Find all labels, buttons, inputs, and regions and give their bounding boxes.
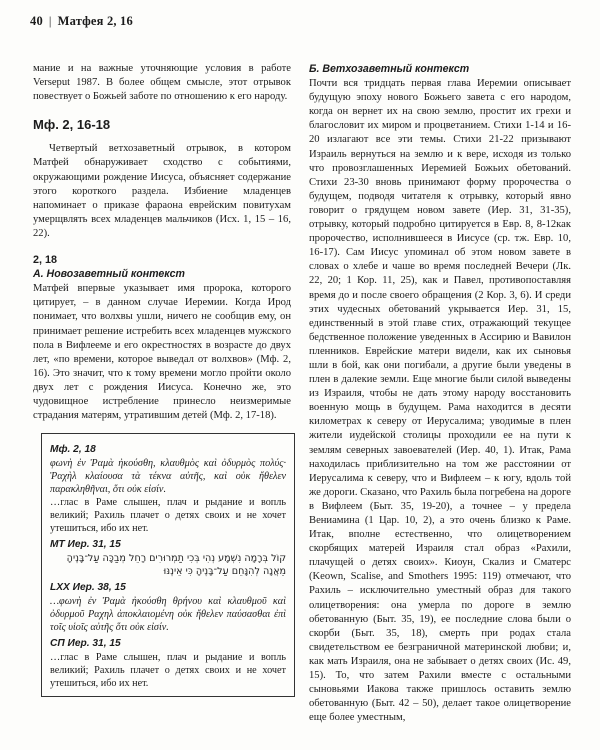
sp-translation: …глас в Раме слышен, плач и рыдание и вопль великий; Рахиль плачет о детях своих и не хочет утешиться, ибо их нет. xyxy=(50,652,286,690)
hebrew-label: МТ Иер. 31, 15 xyxy=(50,539,121,551)
lxx-greek-text: …φωνὴ ἐν Ῥαμὰ ἠκούσθη θρήνου καὶ κλαυθμοῦ καὶ ὀδυρμοῦ Ραχηλ ἀποκλαιομένη οὐκ ἤθελεν παύσασθαι ἐπὶ τοῖς υἱοῖς αὐτῆς ὅτι οὐκ εἰσίν. xyxy=(50,596,286,634)
hebrew-text: קוֹל בְּרָמָה נִשְׁמָע נְהִי בְּכִי תַמְרוּרִים רָחֵל מְבַכָּה עַל־בָּנֶיהָ מֵאֲנָה לְהִנָּחֵם עַל־בָּנֶיהָ כִּי אֵינֶנּוּ xyxy=(66,553,286,578)
section-intro-paragraph: Четвертый ветхозаветный отрывок, в котором Матфей обнаруживает сходство с событиями, окружающими рождение Иисуса, объясняет содержание этого короткого раздела. Избиение младенцев напоминает о приказе фараона еврейским повитухам умерщвлять всех младенцев мальчиков (Исх. 1, 15 – 16, 22). xyxy=(33,143,291,239)
ot-context-subheading: Б. Ветхозаветный контекст xyxy=(309,63,470,75)
ot-context-paragraph: Почти вся тридцать первая глава Иеремии описывает будущую эпоху нового Божьего завета с его народом, когда он вернет их на свою землю, простит их грехи и благословит их миром и процветанием. Стихи 1-14 и 16-20 излагают все эти темы. Стихи 21-22 призывают Израиль вернуться на землю и к вере, исходя из только что провозглашенных Иеремией Божьих обетований. Стихи 23-30 вновь принимают форму пророчества о будущем, подводя читателя к отрывку, который явно говорит о грядущем новом завете (Иер. 31, 31-35), отрывку, который подробно цитируется в Евр. 8, 8-12как пророчество, исполнившееся в Иисусе (ср. тж. Евр. 10, 16-17). Сам Иисус упоминал об этом новом завете в словах о хлебе и чаше во время последней Вечери (Лк. 22, 20; 1 Кор. 11, 25), как и Павел, противопоставляя время до и после своего обращения (2 Кор. 3, 6). И среди этих чудесных обетований укрывается Иер. 31, 15, единственный в этой главе стих, отражающий текущее бедственное положение уведенных в Ассирию и Вавилон пленников. Еврейские матери видели, как их сыновья шли в бой, как они погибали, а другие были уведены в плен в далекие земли. Еще многие были силой выведены из Израиля, чтобы не дать этому народу восстановить военную мощь в будущем. Рама находится в десяти километрах к северу от Иерусалима; уводимые в плен жители иудейской столицы проходили ее на пути к землям северных завоевателей (Иер. 40, 1). Итак, Рама находилась приблизительно на том же расстоянии от Иерусалима к северу, что и Вифлеем – к югу, вдоль той же дороги. Сказано, что Рахиль была погребена на дороге в Вифлеем (Быт. 35, 19-20), а точнее – у предела Вениамина (1 Цар. 10, 2), а это очень близко к Раме. Итак, вполне естественно, что олицетворением скорбящих матерей Израиля стал образ «Рахили, плачущей о детях своих». Киоун, Скализ и Сматерс (Keown, Scalise, and Smothers 1995: 119) отмечают, что Рахиль – исключительно уместный образ для такого олицетворения: она умерла по дороге в землю обетованную (Быт. 35, 19), ее последние слова были о скорби (Быт. 35, 18), смерть при родах стала свидетельством ее безграничной материнской любви; и, как мать Израиля, она не забывает о детях своих (Ис. 49, 15). То, что затем Рахили вместе с остальными сыновьями Иакова также пришлось оставить землю обетованную (Быт. 42 – 50), делает такое олицетворение еще более уместным, xyxy=(309,78,571,724)
header-separator: | xyxy=(48,14,52,28)
mt-greek-text: φωνὴ ἐν Ῥαμὰ ἠκούσθη, κλαυθμὸς καὶ ὀδυρμὸς πολύς· Ῥαχὴλ κλαίουσα τὰ τέκνα αὐτῆς, καὶ οὐκ ἤθελεν παρακληθῆναι, ὅτι οὐκ εἰσίν. xyxy=(50,458,286,496)
mt-translation: …глас в Раме слышен, плач и рыдание и вопль великий; Рахиль плачет о детях своих и не хочет утешиться, ибо их нет. xyxy=(50,497,286,535)
verse-reference: 2, 18 xyxy=(33,254,58,267)
quotation-box xyxy=(41,433,295,697)
sp-label: СП Иер. 31, 15 xyxy=(50,638,121,650)
running-title: Матфея 2, 16 xyxy=(57,14,133,28)
left-column xyxy=(33,62,291,697)
page-header xyxy=(30,14,133,29)
nt-context-paragraph: Матфей впервые указывает имя пророка, которого цитирует, – в данном случае Иеремии. Когда Ирод понимает, что волхвы ушли, ничего не сообщив ему, он принимает решение истребить всех младенцев мужского пола в Вифлееме и его окрестностях в возрасте до двух лет, «по времени, которое выведал от волхвов» (Мф. 2, 16). Это значит, что к тому времени могло пройти около двух лет с рождения Иисуса. Конечно же, это чудовищное истребление принесло неизмеримые страдания матерям, утратившим детей (Мф. 2, 17-18). xyxy=(33,283,291,422)
mt-label: Мф. 2, 18 xyxy=(50,444,96,456)
nt-context-subheading: А. Новозаветный контекст xyxy=(33,268,185,281)
page-number: 40 xyxy=(30,14,43,28)
lxx-label: LXX Иер. 38, 15 xyxy=(50,582,126,594)
right-column xyxy=(309,62,571,725)
section-heading: Мф. 2, 16-18 xyxy=(33,117,111,133)
intro-paragraph: мание и на важные уточняющие условия в работе Verseput 1987. В более общем смысле, этот отрывок повествует о Божьей заботе по отношению к его народу. xyxy=(33,63,291,103)
